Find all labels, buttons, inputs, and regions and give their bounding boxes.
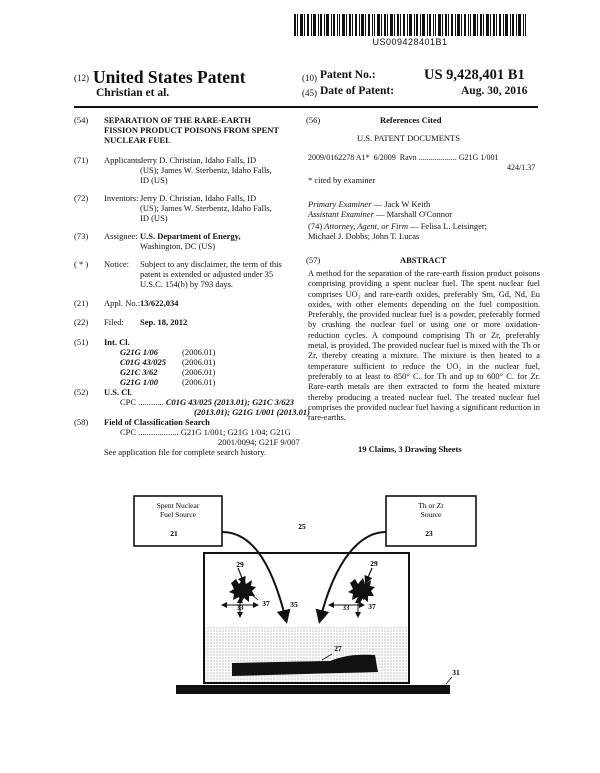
cpc-line2: (2013.01); G21G 1/001 (2013.01) [194, 407, 310, 417]
appl-label: Appl. No.: [104, 298, 141, 308]
notice-num: ( * ) [74, 259, 89, 269]
filed-label: Filed: [104, 317, 124, 327]
ref-37b: 37 [368, 602, 376, 611]
patent-no-num: (10) [302, 73, 317, 83]
intcl-date: (2006.01) [182, 377, 216, 387]
abstract-text: A method for the separation of the rare-earth fission product poisons comprising providing a spent nuclear fuel. The spent nuclear fuel comprises UO₂ and rare-earth oxides, preferably Sm, Gd, Nd, Eu oxides, with other elements depending on the fuel composition. Preferably, the provided nuclear fuel is a powder, preferably formed by crushing the nuclear fuel or using one or more oxidation-reduction cycles. A compound comprising Th or Zr, preferably metal, is provided. The provided nuclear fuel is mixed with the Th or Zr, thereby creating a mixture. The mixture is then heated to a temperature sufficient to reduce the UO₂ in the nuclear fuel, preferably to at least to 850° C. for Th and up to 600° C. for Zr. Rare-earth metals are then extracted to form the heated mixture thereby producing a treated nuclear fuel. The treated nuclear fuel comprises the provided nuclear fuel having a significant reduction in rare-earths. [308, 269, 540, 423]
kind-number: (12) [74, 73, 89, 83]
inventors-label: Inventors: [104, 193, 139, 203]
attorney-line2: Michael J. Dobbs; John T. Lucas [308, 231, 420, 241]
assignee: U.S. Department of Energy, Washington, DC (US) [140, 231, 241, 251]
patent-date: Aug. 30, 2016 [461, 85, 528, 97]
field-cpc-line: CPC ................... G21G 1/001; G21G 1/04; G21G [120, 427, 291, 437]
ref-27: 27 [334, 644, 342, 653]
uscl-num: (52) [74, 387, 89, 397]
assignee-label: Assignee: [104, 231, 138, 241]
inventors-num: (72) [74, 193, 89, 203]
applicants: Jerry D. Christian, Idaho Falls, ID (US); James W. Sterbentz, Idaho Falls, ID (US) [140, 155, 272, 185]
title-num: (54) [74, 115, 89, 125]
intcl-code: G21C 3/62 [120, 367, 158, 377]
cited-note: * cited by examiner [308, 175, 376, 185]
box-left-line2: Fuel Source [159, 510, 197, 519]
ref-35: 35 [290, 600, 298, 609]
ref-37a: 37 [262, 599, 270, 608]
abstract-label: ABSTRACT [400, 255, 447, 265]
invention-title: SEPARATION OF THE RARE-EARTH FISSION PRODUCT POISONS FROM SPENT NUCLEAR FUEL [104, 115, 280, 145]
applicants-num: (71) [74, 155, 89, 165]
field-num: (58) [74, 417, 89, 427]
claims-summary: 19 Claims, 3 Drawing Sheets [358, 444, 462, 454]
filed-num: (22) [74, 317, 89, 327]
inventors-short: Christian et al. [96, 87, 170, 99]
notice: Subject to any disclaimer, the term of this patent is extended or adjusted under 35 U.S.C. 154(b) by 793 days. [140, 259, 282, 289]
inventors: Jerry D. Christian, Idaho Falls, ID (US); James W. Sterbentz, Idaho Falls, ID (US) [140, 193, 272, 223]
ref-21: 21 [170, 529, 178, 538]
box-right-line1: Th or Zr [418, 501, 444, 510]
cpc-line: CPC ............ C01G 43/025 (2013.01); G21C 3/623 [120, 397, 295, 407]
ref-23: 23 [425, 529, 433, 538]
intcl-code: G21G 1/06 [120, 347, 159, 357]
patent-number: US 9,428,401 B1 [424, 67, 525, 83]
appl-num: (21) [74, 298, 89, 308]
refs-num: (56) [306, 115, 321, 125]
refs-label: References Cited [380, 115, 442, 125]
intcl-date: (2006.01) [182, 357, 216, 367]
reference-row: 2009/0162278 A1* 6/2009 Ravn ................... G21G 1/001 [308, 153, 499, 162]
box-left-line1: Spent Nuclear [156, 501, 200, 510]
publication-number: US009428401B1 [372, 37, 448, 47]
field-note: See application file for complete search history. [104, 447, 267, 457]
abstract-num: (57) [306, 255, 321, 265]
intcl-label: Int. Cl. [104, 337, 130, 347]
assistant-examiner: Assistant Examiner — Marshall O'Connor [308, 209, 453, 219]
uscl-label: U.S. Cl. [104, 387, 132, 397]
field-label: Field of Classification Search [104, 417, 210, 427]
intcl-num: (51) [74, 337, 89, 347]
intcl-date: (2006.01) [182, 367, 216, 377]
notice-label: Notice: [104, 259, 130, 269]
primary-examiner: Primary Examiner — Jack W Keith [308, 199, 431, 209]
ref-25: 25 [298, 522, 306, 531]
ref-class2: 424/1.37 [507, 163, 536, 172]
intcl-date: (2006.01) [182, 347, 216, 357]
leader-31 [446, 677, 452, 684]
ref-31: 31 [452, 668, 460, 677]
document-type: United States Patent [93, 67, 246, 87]
heater-plate [176, 685, 450, 694]
attorney: (74) Attorney, Agent, or Firm — Felisa L. Leisinger; [308, 221, 488, 231]
ref-29b: 29 [370, 559, 378, 568]
date-label: Date of Patent: [320, 85, 395, 97]
assignee-num: (73) [74, 231, 89, 241]
intcl-code: G21G 1/00 [120, 377, 159, 387]
us-docs-label: U.S. PATENT DOCUMENTS [357, 133, 460, 143]
application-number: 13/622,034 [140, 298, 179, 308]
ref-29a: 29 [236, 560, 244, 569]
patent-no-label: Patent No.: [320, 69, 376, 81]
filed-date: Sep. 18, 2012 [140, 317, 188, 327]
box-right-line2: Source [420, 510, 442, 519]
intcl-code: C01G 43/025 [120, 357, 167, 367]
ref-33b: 33 [342, 604, 350, 612]
date-num: (45) [302, 88, 317, 98]
ref-33a: 33 [236, 604, 244, 612]
field-line2: 2001/0094; G21F 9/007 [218, 437, 300, 447]
applicants-label: Applicants: [104, 155, 144, 165]
